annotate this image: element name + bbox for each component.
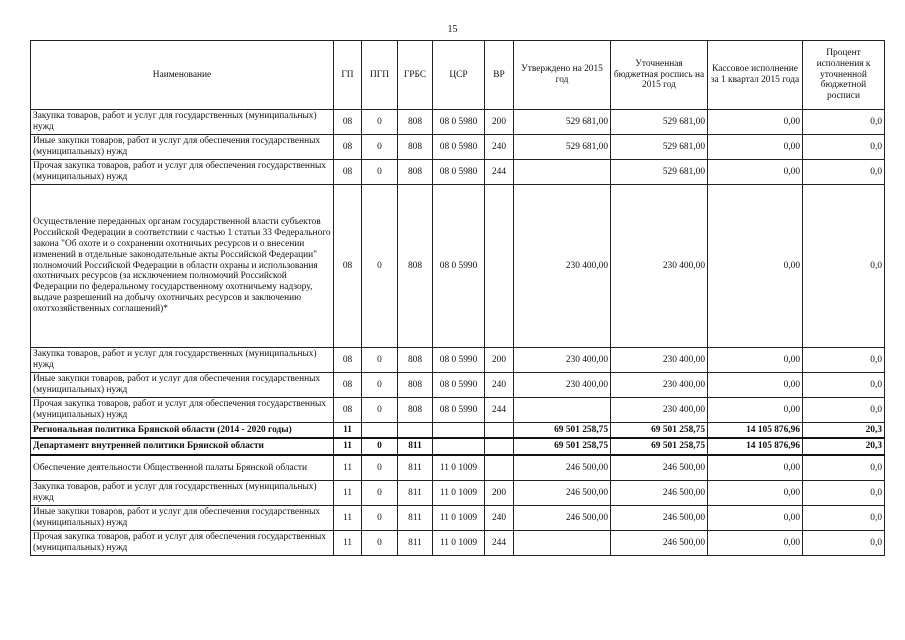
row-gp: 08 xyxy=(334,110,362,135)
table-row xyxy=(31,348,885,373)
row-name: Прочая закупка товаров, работ и услуг для обеспечения государственных (муниципальных) нужд xyxy=(31,398,334,423)
row-name: Осуществление переданных органам государственной власти субъектов Российской Федерации в соответствии с частью 1 статьи 33 Федерального закона "Об охоте и о сохранении охотничьих ресурсов и о внесении изменений в отдельные законодательные акты Российской Федерации" полномочий Российской Федерации в области охраны и использования охотничьих ресурсов (за исключением полномочий Российской Федерации по федеральному государственному охотничьему надзору, выдаче разрешений на добычу охотничьих ресурсов и заключению охотхозяйственных соглашений)* xyxy=(31,185,334,348)
table-row-department-total xyxy=(31,438,885,455)
row-csr: 08 0 5980 xyxy=(433,110,485,135)
row-revised: 230 400,00 xyxy=(611,348,708,373)
row-revised: 230 400,00 xyxy=(611,185,708,348)
row-approved: 246 500,00 xyxy=(514,506,611,531)
row-percent: 0,0 xyxy=(803,481,885,506)
row-csr: 08 0 5990 xyxy=(433,398,485,423)
header-name: Наименование xyxy=(31,41,334,110)
row-grbs xyxy=(398,423,433,439)
row-cash: 0,00 xyxy=(708,185,803,348)
row-grbs: 811 xyxy=(398,455,433,481)
table-row xyxy=(31,110,885,135)
row-ppgp: 0 xyxy=(362,481,398,506)
row-name: Региональная политика Брянской области (2014 - 2020 годы) xyxy=(31,423,334,439)
row-csr: 08 0 5990 xyxy=(433,185,485,348)
row-approved: 69 501 258,75 xyxy=(514,423,611,439)
row-approved: 246 500,00 xyxy=(514,481,611,506)
page-number: 15 xyxy=(447,24,458,35)
row-percent: 0,0 xyxy=(803,185,885,348)
header-cash: Кассовое исполнение за 1 квартал 2015 года xyxy=(708,41,803,110)
row-grbs: 808 xyxy=(398,185,433,348)
row-gp: 11 xyxy=(334,455,362,481)
row-gp: 08 xyxy=(334,398,362,423)
row-gp: 08 xyxy=(334,373,362,398)
row-gp: 08 xyxy=(334,135,362,160)
row-name: Закупка товаров, работ и услуг для государственных (муниципальных) нужд xyxy=(31,110,334,135)
row-ppgp: 0 xyxy=(362,348,398,373)
row-cash: 14 105 876,96 xyxy=(708,438,803,455)
table-row xyxy=(31,373,885,398)
row-cash: 0,00 xyxy=(708,348,803,373)
row-name: Закупка товаров, работ и услуг для государственных (муниципальных) нужд xyxy=(31,348,334,373)
row-ppgp: 0 xyxy=(362,110,398,135)
row-grbs: 811 xyxy=(398,531,433,556)
row-cash: 0,00 xyxy=(708,531,803,556)
row-vr xyxy=(485,185,514,348)
row-revised: 69 501 258,75 xyxy=(611,438,708,455)
row-grbs: 811 xyxy=(398,506,433,531)
row-percent: 20,3 xyxy=(803,438,885,455)
row-csr: 11 0 1009 xyxy=(433,455,485,481)
table-row xyxy=(31,398,885,423)
row-name: Иные закупки товаров, работ и услуг для обеспечения государственных (муниципальных) нужд xyxy=(31,135,334,160)
row-approved xyxy=(514,160,611,185)
row-name: Иные закупки товаров, работ и услуг для обеспечения государственных (муниципальных) нужд xyxy=(31,373,334,398)
row-name: Обеспечение деятельности Общественной палаты Брянской области xyxy=(31,455,334,481)
row-approved: 529 681,00 xyxy=(514,110,611,135)
row-vr xyxy=(485,438,514,455)
row-vr: 240 xyxy=(485,506,514,531)
table-row xyxy=(31,135,885,160)
row-revised: 69 501 258,75 xyxy=(611,423,708,439)
row-percent: 20,3 xyxy=(803,423,885,439)
row-grbs: 808 xyxy=(398,398,433,423)
row-ppgp: 0 xyxy=(362,135,398,160)
row-cash: 0,00 xyxy=(708,160,803,185)
row-csr: 11 0 1009 xyxy=(433,531,485,556)
row-percent: 0,0 xyxy=(803,398,885,423)
row-grbs: 808 xyxy=(398,373,433,398)
row-ppgp xyxy=(362,423,398,439)
row-percent: 0,0 xyxy=(803,160,885,185)
header-vr: ВР xyxy=(485,41,514,110)
row-gp: 08 xyxy=(334,348,362,373)
header-percent: Процент исполнения к уточненной бюджетной росписи xyxy=(803,41,885,110)
row-vr xyxy=(485,455,514,481)
row-vr: 244 xyxy=(485,531,514,556)
header-csr: ЦСР xyxy=(433,41,485,110)
row-vr: 244 xyxy=(485,398,514,423)
row-vr: 240 xyxy=(485,373,514,398)
table-row-program-total xyxy=(31,423,885,439)
row-vr: 244 xyxy=(485,160,514,185)
row-cash: 0,00 xyxy=(708,135,803,160)
row-percent: 0,0 xyxy=(803,373,885,398)
row-ppgp: 0 xyxy=(362,185,398,348)
table-row xyxy=(31,160,885,185)
row-approved: 69 501 258,75 xyxy=(514,438,611,455)
row-percent: 0,0 xyxy=(803,110,885,135)
row-cash: 0,00 xyxy=(708,455,803,481)
row-grbs: 808 xyxy=(398,110,433,135)
row-gp: 11 xyxy=(334,531,362,556)
table-row xyxy=(31,531,885,556)
row-percent: 0,0 xyxy=(803,348,885,373)
row-approved: 230 400,00 xyxy=(514,373,611,398)
row-approved: 529 681,00 xyxy=(514,135,611,160)
table-row xyxy=(31,455,885,481)
row-gp: 11 xyxy=(334,438,362,455)
row-revised: 529 681,00 xyxy=(611,160,708,185)
row-percent: 0,0 xyxy=(803,506,885,531)
row-gp: 08 xyxy=(334,160,362,185)
row-gp: 11 xyxy=(334,423,362,439)
row-ppgp: 0 xyxy=(362,438,398,455)
row-csr: 11 0 1009 xyxy=(433,481,485,506)
row-grbs: 808 xyxy=(398,160,433,185)
row-csr: 08 0 5980 xyxy=(433,160,485,185)
row-ppgp: 0 xyxy=(362,398,398,423)
row-gp: 11 xyxy=(334,506,362,531)
row-csr: 08 0 5980 xyxy=(433,135,485,160)
row-vr: 240 xyxy=(485,135,514,160)
row-cash: 0,00 xyxy=(708,506,803,531)
budget-table xyxy=(30,40,885,556)
row-ppgp: 0 xyxy=(362,455,398,481)
row-csr: 08 0 5990 xyxy=(433,348,485,373)
row-gp: 08 xyxy=(334,185,362,348)
table-row xyxy=(31,506,885,531)
row-revised: 246 500,00 xyxy=(611,531,708,556)
row-revised: 230 400,00 xyxy=(611,398,708,423)
row-revised: 529 681,00 xyxy=(611,110,708,135)
header-gp: ГП xyxy=(334,41,362,110)
table-row xyxy=(31,185,885,348)
row-ppgp: 0 xyxy=(362,373,398,398)
row-vr: 200 xyxy=(485,481,514,506)
row-grbs: 808 xyxy=(398,348,433,373)
header-row xyxy=(31,41,885,110)
row-cash: 0,00 xyxy=(708,373,803,398)
row-revised: 246 500,00 xyxy=(611,506,708,531)
row-approved xyxy=(514,398,611,423)
row-name: Закупка товаров, работ и услуг для государственных (муниципальных) нужд xyxy=(31,481,334,506)
row-grbs: 811 xyxy=(398,438,433,455)
row-grbs: 808 xyxy=(398,135,433,160)
table-row xyxy=(31,481,885,506)
row-approved: 246 500,00 xyxy=(514,455,611,481)
row-vr xyxy=(485,423,514,439)
row-revised: 230 400,00 xyxy=(611,373,708,398)
header-approved: Утверждено на 2015 год xyxy=(514,41,611,110)
row-csr xyxy=(433,423,485,439)
row-percent: 0,0 xyxy=(803,531,885,556)
row-name: Департамент внутренней политики Брянской области xyxy=(31,438,334,455)
row-vr: 200 xyxy=(485,348,514,373)
row-revised: 246 500,00 xyxy=(611,455,708,481)
row-approved: 230 400,00 xyxy=(514,185,611,348)
row-name: Иные закупки товаров, работ и услуг для обеспечения государственных (муниципальных) нужд xyxy=(31,506,334,531)
row-name: Прочая закупка товаров, работ и услуг для обеспечения государственных (муниципальных) нужд xyxy=(31,531,334,556)
row-name: Прочая закупка товаров, работ и услуг для обеспечения государственных (муниципальных) нужд xyxy=(31,160,334,185)
row-ppgp: 0 xyxy=(362,506,398,531)
row-cash: 0,00 xyxy=(708,110,803,135)
row-csr: 08 0 5990 xyxy=(433,373,485,398)
header-ppgp: ПГП xyxy=(362,41,398,110)
row-approved xyxy=(514,531,611,556)
row-cash: 0,00 xyxy=(708,398,803,423)
row-revised: 246 500,00 xyxy=(611,481,708,506)
row-revised: 529 681,00 xyxy=(611,135,708,160)
row-ppgp: 0 xyxy=(362,160,398,185)
row-percent: 0,0 xyxy=(803,135,885,160)
row-cash: 0,00 xyxy=(708,481,803,506)
row-approved: 230 400,00 xyxy=(514,348,611,373)
row-csr xyxy=(433,438,485,455)
header-grbs: ГРБС xyxy=(398,41,433,110)
row-vr: 200 xyxy=(485,110,514,135)
row-csr: 11 0 1009 xyxy=(433,506,485,531)
row-gp: 11 xyxy=(334,481,362,506)
row-cash: 14 105 876,96 xyxy=(708,423,803,439)
row-grbs: 811 xyxy=(398,481,433,506)
row-ppgp: 0 xyxy=(362,531,398,556)
row-percent: 0,0 xyxy=(803,455,885,481)
header-revised: Уточненная бюджетная роспись на 2015 год xyxy=(611,41,708,110)
